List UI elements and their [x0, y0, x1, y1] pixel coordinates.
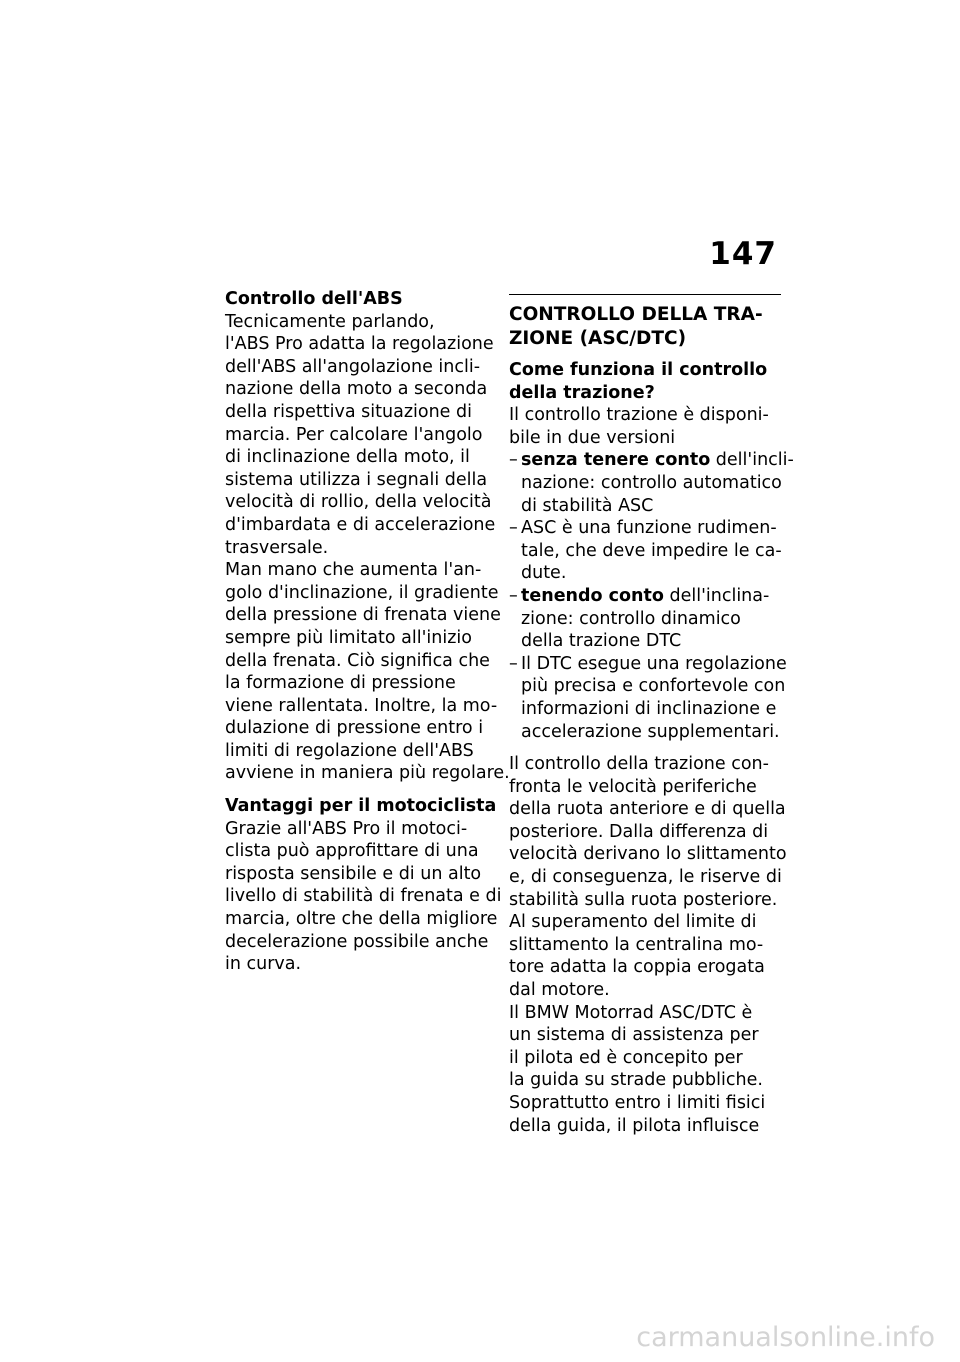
- page-number: 147: [709, 236, 777, 272]
- section-title: [509, 303, 781, 351]
- text-line: slittamento la centralina mo-: [509, 934, 764, 955]
- text-line: d'imbardata e di accelerazione: [225, 514, 496, 535]
- traction-body-paragraph: [509, 753, 787, 1137]
- text-line: dell'ABS all'angolazione incli-: [225, 356, 481, 377]
- text-line: Al superamento del limite di: [509, 912, 757, 933]
- text-line: Il controllo trazione è disponi-: [509, 405, 769, 426]
- text-line: viene rallentata. Inoltre, la mo-: [225, 695, 498, 716]
- bullet-first-line: [521, 653, 787, 676]
- text-line: avviene in maniera più regolare.: [225, 763, 510, 784]
- text-line: Man mano che aumenta l'an-: [225, 560, 482, 581]
- text-line: dal motore.: [509, 980, 610, 1001]
- section-rule: [509, 294, 781, 295]
- bullet-text: Il DTC esegue una regolazione: [521, 653, 787, 674]
- spacer: [509, 351, 781, 359]
- bullet-cont-line: zione: controllo dinamico: [521, 608, 741, 629]
- bullet-cont-line: informazioni di inclinazione e: [521, 698, 777, 719]
- bullet-cont-line: nazione: controllo automatico: [521, 472, 782, 493]
- text-line: tore adatta la coppia erogata: [509, 957, 765, 978]
- text-line: sempre più limitato all'inizio: [225, 627, 472, 648]
- text-line: dulazione di pressione entro i: [225, 718, 484, 739]
- text-line: Grazie all'ABS Pro il motoci-: [225, 818, 468, 839]
- bullet-cont-line: più precisa e confortevole con: [521, 676, 786, 697]
- text-line: della rispettiva situazione di: [225, 401, 472, 422]
- bullet-first-line: [521, 517, 781, 540]
- dash-marker: –: [509, 585, 518, 606]
- abs-paragraph: [225, 311, 510, 785]
- text-line: della frenata. Ciò significa che: [225, 650, 490, 671]
- text-line: la guida su strade pubbliche.: [509, 1070, 763, 1091]
- right-column: [509, 288, 794, 1137]
- bullet-first-line: [521, 449, 794, 472]
- text-line: clista può approfittare di una: [225, 841, 479, 862]
- text-line: nazione della moto a seconda: [225, 379, 488, 400]
- text-line: livello di stabilità di frenata e di: [225, 886, 502, 907]
- bullet-cont-line: di stabilità ASC: [521, 495, 654, 516]
- text-line: decelerazione possibile anche: [225, 931, 489, 952]
- bullet-text: dell'incli-: [710, 450, 794, 471]
- spacer: [225, 785, 495, 795]
- text-line: bile in due versioni: [509, 427, 676, 448]
- text-line: velocità derivano lo slittamento: [509, 844, 787, 865]
- text-line: marcia, oltre che della migliore: [225, 909, 498, 930]
- section-title-line: CONTROLLO DELLA TRA-: [509, 304, 763, 325]
- subheading-line: della trazione?: [509, 382, 655, 403]
- watermark: carmanualsonline.info: [636, 1322, 935, 1353]
- how-it-works-heading: [509, 359, 781, 404]
- list-item: [509, 585, 781, 653]
- advantages-heading: Vantaggi per il motociclista: [225, 796, 497, 817]
- text-line: Il BMW Motorrad ASC/DTC è: [509, 1002, 753, 1023]
- list-item: [509, 449, 794, 517]
- text-line: Tecnicamente parlando,: [225, 311, 435, 332]
- text-line: marcia. Per calcolare l'angolo: [225, 424, 483, 445]
- text-line: stabilità sulla ruota posteriore.: [509, 889, 778, 910]
- text-line: sistema utilizza i segnali della: [225, 469, 488, 490]
- text-line: l'ABS Pro adatta la regolazione: [225, 334, 494, 355]
- bullet-bold: tenendo conto: [521, 585, 664, 606]
- text-line: della guida, il pilota influisce: [509, 1115, 760, 1136]
- bullet-cont-line: tale, che deve impedire le ca-: [521, 540, 782, 561]
- text-line: velocità di rollio, della velocità: [225, 492, 492, 513]
- bullet-text: ASC è una funzione rudimen-: [521, 518, 777, 539]
- text-line: Il controllo della trazione con-: [509, 754, 769, 775]
- text-line: di inclinazione della moto, il: [225, 447, 470, 468]
- text-line: limiti di regolazione dell'ABS: [225, 740, 474, 761]
- text-line: della pressione di frenata viene: [225, 605, 501, 626]
- bullet-cont-line: dute.: [521, 563, 567, 584]
- advantages-paragraph: [225, 818, 502, 976]
- text-line: fronta le velocità periferiche: [509, 776, 757, 797]
- text-line: golo d'inclinazione, il gradiente: [225, 582, 499, 603]
- text-line: in curva.: [225, 954, 302, 975]
- text-line: e, di conseguenza, le riserve di: [509, 867, 782, 888]
- text-line: della ruota anteriore e di quella: [509, 799, 786, 820]
- bullet-cont-line: della trazione DTC: [521, 631, 682, 652]
- spacer: [509, 743, 781, 753]
- text-line: Soprattutto entro i limiti fisici: [509, 1093, 766, 1113]
- bullet-cont-line: accelerazione supplementari.: [521, 721, 780, 742]
- subheading-line: Come funziona il controllo: [509, 360, 768, 380]
- text-line: un sistema di assistenza per: [509, 1025, 759, 1046]
- bullet-text: dell'inclina-: [663, 585, 770, 606]
- text-line: trasversale.: [225, 537, 329, 558]
- bullet-first-line: [521, 585, 781, 608]
- abs-heading: Controllo dell'ABS: [225, 289, 403, 309]
- text-line: la formazione di pressione: [225, 673, 456, 694]
- dash-marker: –: [509, 450, 518, 471]
- text-line: risposta sensibile e di un alto: [225, 863, 482, 884]
- section-title-line: ZIONE (ASC/DTC): [509, 328, 687, 349]
- list-item: [509, 517, 781, 585]
- left-column: [225, 288, 510, 976]
- text-line: posteriore. Dalla differenza di: [509, 821, 769, 842]
- dash-marker: –: [509, 518, 518, 539]
- bullet-list: [509, 449, 794, 743]
- dash-marker: –: [509, 653, 518, 674]
- text-line: il pilota ed è concepito per: [509, 1047, 743, 1068]
- bullet-bold: senza tenere conto: [521, 450, 711, 471]
- list-item: [509, 653, 787, 743]
